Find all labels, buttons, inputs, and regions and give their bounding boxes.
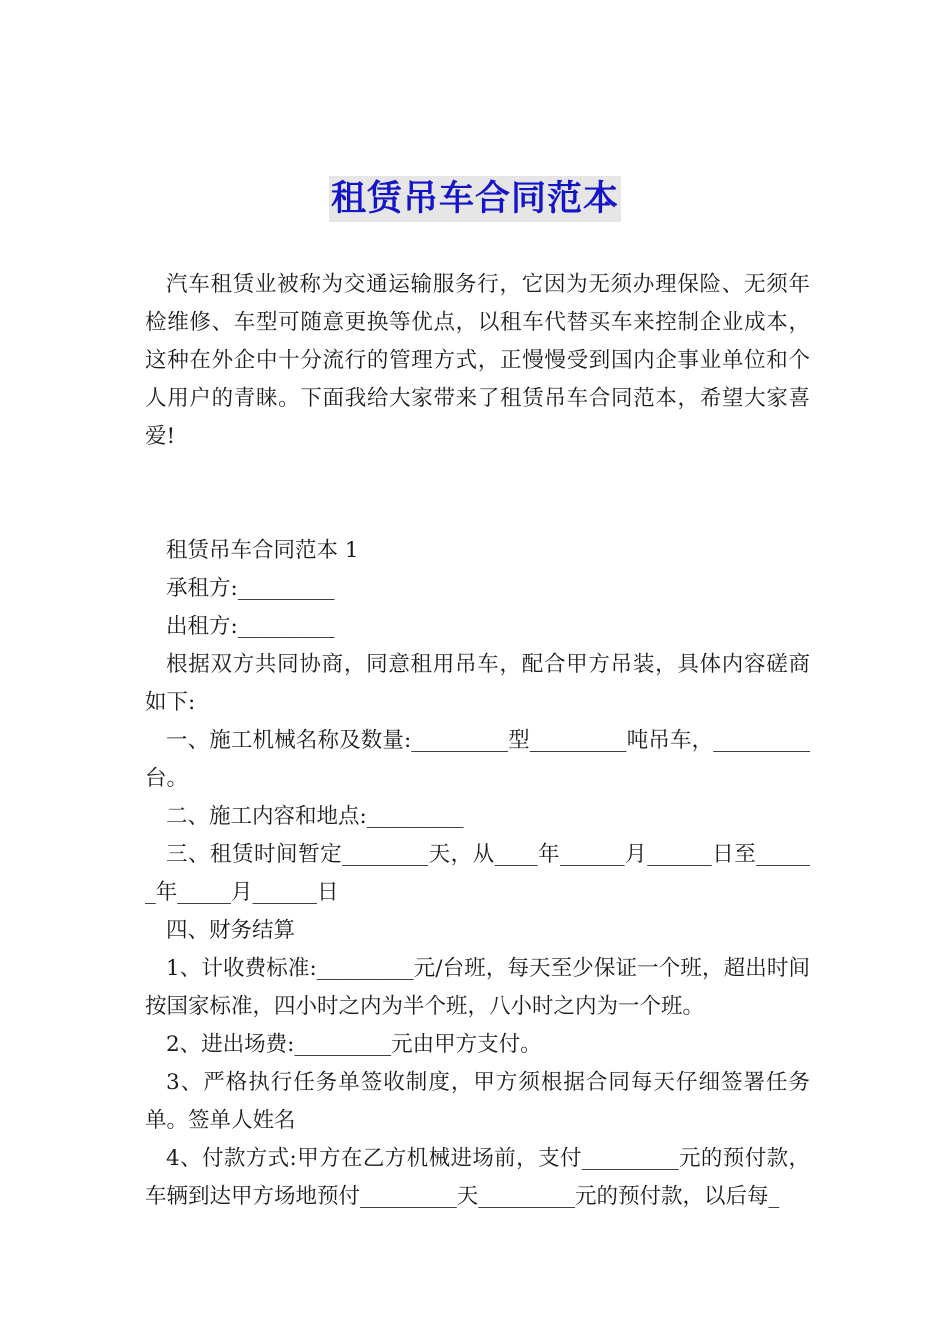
clause-fee-standard: 1、计收费标准:_________元/台班，每天至少保证一个班，超出时间按国家标准，四小时之内为半个班，八小时之内为一个班。 <box>145 956 810 1019</box>
agreement-paragraph: 根据双方共同协商，同意租用吊车，配合甲方吊装，具体内容磋商如下: <box>145 652 810 715</box>
document-body <box>145 266 810 1216</box>
clause-entry-fee: 2、进出场费:_________元由甲方支付。 <box>166 1032 542 1057</box>
clause-machinery: 一、施工机械名称及数量:_________型_________吨吊车，_________台。 <box>145 728 810 791</box>
clause-location: 二、施工内容和地点:_________ <box>166 804 464 829</box>
section-spacer <box>145 456 810 532</box>
clause-payment: 4、付款方式:甲方在乙方机械进场前，支付_________元的预付款，车辆到达甲方场地预付_________天_________元的预付款，以后每_ <box>145 1146 810 1209</box>
clause-task-sheet: 3、严格执行任务单签收制度，甲方须根据合同每天仔细签署任务单。签单人姓名 <box>145 1070 810 1133</box>
lessee-line: 承租方:_________ <box>166 576 335 601</box>
title-container <box>0 176 950 222</box>
clause-duration: 三、租赁时间暂定________天，从____年______月______日至______年_____月______日 <box>145 842 810 905</box>
intro-paragraph: 汽车租赁业被称为交通运输服务行，它因为无须办理保险、无须年检维修、车型可随意更换等优点，以租车代替买车来控制企业成本，这种在外企中十分流行的管理方式，正慢慢受到国内企事业单位和个人用户的青睐。下面我给大家带来了租赁吊车合同范本，希望大家喜爱! <box>145 272 810 449</box>
section-heading: 租赁吊车合同范本 1 <box>166 538 359 563</box>
document-title: 租赁吊车合同范本 <box>329 176 621 222</box>
lessor-line: 出租方:_________ <box>166 614 335 639</box>
clause-finance: 四、财务结算 <box>166 918 296 943</box>
